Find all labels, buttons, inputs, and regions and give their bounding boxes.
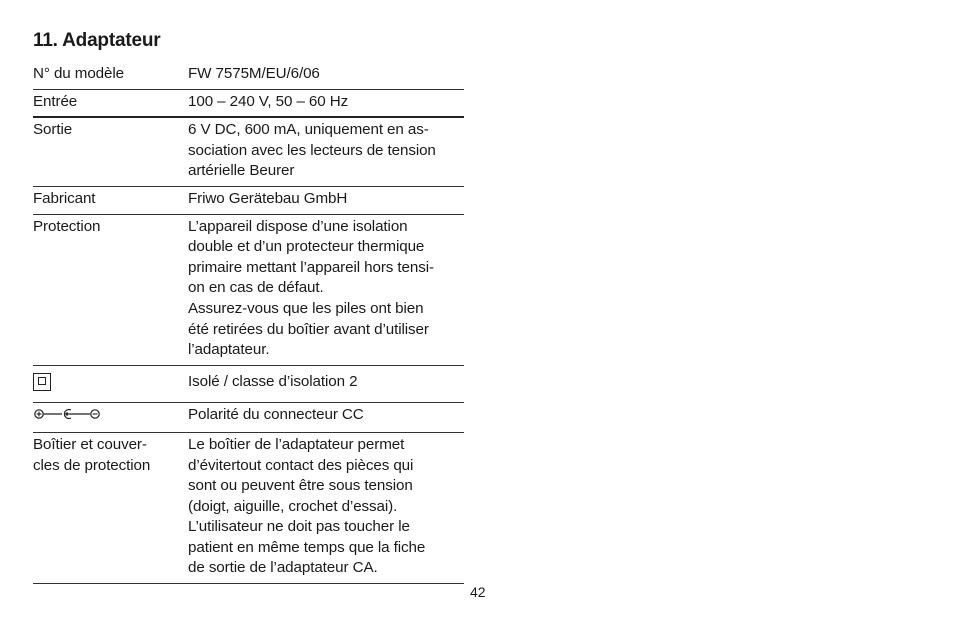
table-row-model-number <box>33 62 464 90</box>
row-label: Entrée <box>33 92 78 110</box>
row-label: Fabricant <box>33 189 96 207</box>
row-value: 100 – 240 V, 50 – 60 Hz <box>188 92 349 110</box>
row-value: L’appareil dispose d’une isolation double et d’un protecteur thermique primaire mettant l’appareil hors tensi- on en cas de défaut. Assurez-vous que les piles ont bien été retirées du boîtier avant d’utiliser l’adaptateur. <box>188 217 434 359</box>
table-row-manufacturer <box>33 187 464 215</box>
table-row-output <box>33 118 464 187</box>
row-label <box>33 372 188 398</box>
row-label: Sortie <box>33 121 73 139</box>
row-label <box>33 405 188 428</box>
row-value: FW 7575M/EU/6/06 <box>188 65 320 82</box>
dc-polarity-connector-icon <box>33 407 103 421</box>
row-value: Friwo Gerätebau GmbH <box>188 189 348 207</box>
table-row-protection <box>33 215 464 366</box>
table-row-insulation-class <box>33 366 464 404</box>
specification-table <box>33 62 464 584</box>
double-insulation-class2-icon <box>33 373 51 391</box>
row-value: Polarité du connecteur CC <box>188 406 364 424</box>
table-row-dc-polarity <box>33 403 464 433</box>
table-row-input <box>33 90 464 119</box>
table-row-housing <box>33 433 464 584</box>
section-heading: 11. Adaptateur <box>33 30 161 51</box>
row-value: Isolé / classe d’isolation 2 <box>188 372 358 390</box>
page-number: 42 <box>470 584 486 600</box>
row-label: Protection <box>33 217 101 235</box>
row-label: Boîtier et couver- cles de protection <box>33 435 151 474</box>
row-value: Le boîtier de l’adaptateur permet d’évitertout contact des pièces qui sont ou peuvent être sous tension (doigt, aiguille, crochet d’essai). L’utilisateur ne doit pas toucher le patient en même temps que la fiche de sortie de l’adaptateur CA. <box>188 435 426 577</box>
row-label: N° du modèle <box>33 65 124 82</box>
row-value: 6 V DC, 600 mA, uniquement en as- sociation avec les lecteurs de tension artérielle Beurer <box>188 121 436 180</box>
